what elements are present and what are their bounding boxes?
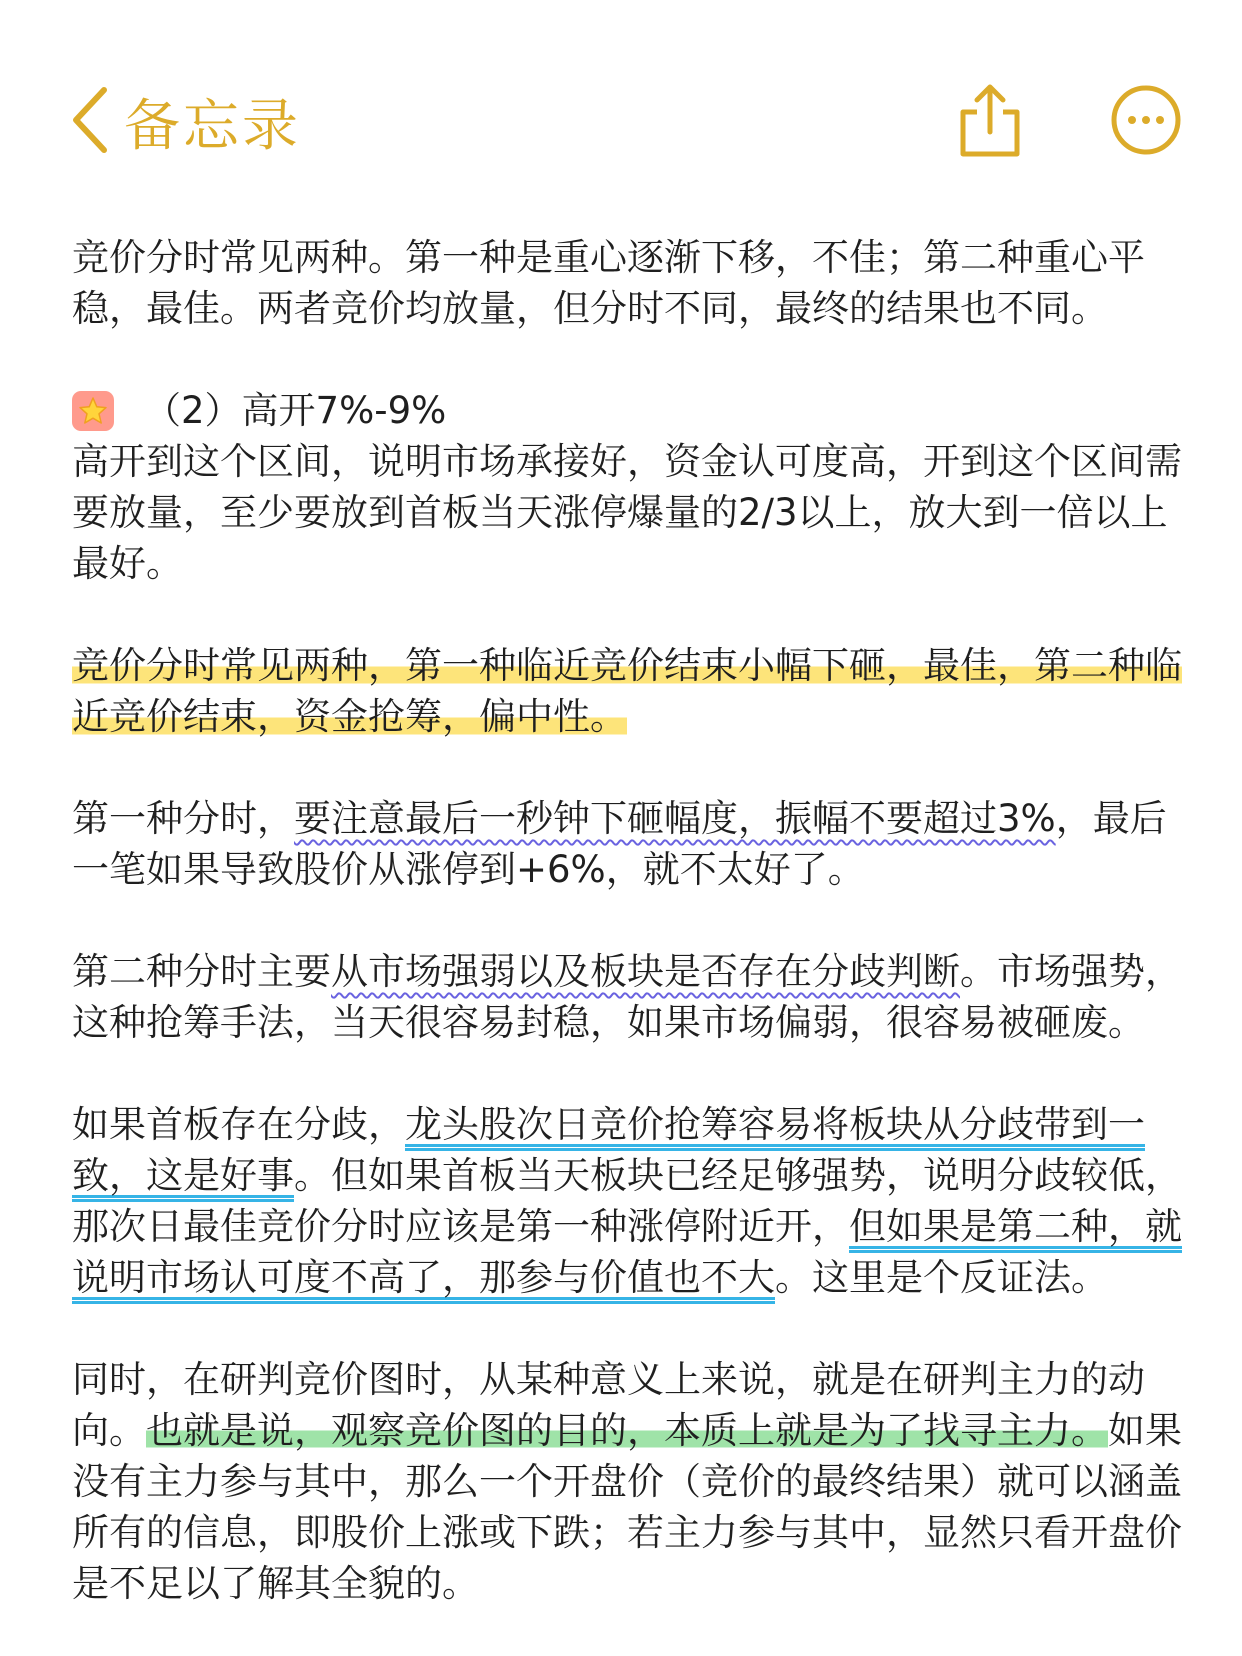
more-button[interactable] — [1110, 84, 1182, 156]
paragraph-7 — [72, 1354, 1182, 1609]
note-body[interactable] — [72, 232, 1182, 1609]
highlight-green: 也就是说，观察竞价图的目的，本质上就是为了找寻主力。 — [146, 1409, 1108, 1452]
paragraph-5 — [72, 946, 1182, 1048]
text-run: 第二种分时主要 — [72, 950, 331, 993]
back-button[interactable] — [70, 82, 301, 162]
text-run: 如果没有主力参与其中，那么一个开盘价（竞价的最终结果）就可以涵盖所有的信息，即股价上涨或下跌；若主力参与其中，显然只看开盘价是不足以了解其全貌的。 — [72, 1409, 1182, 1605]
more-icon — [1110, 141, 1182, 160]
text-run: ，最后一笔如果导致股价从涨停到+6%，就不太好了。 — [72, 797, 1167, 891]
chevron-left-icon — [70, 86, 110, 158]
paragraph-6 — [72, 1099, 1182, 1303]
wavy-underline-text: 要注意最后一秒钟下砸幅度，振幅不要超过3% — [294, 797, 1056, 840]
text-run: 如果首板存在分歧， — [72, 1103, 405, 1146]
paragraph-3 — [72, 640, 1182, 742]
paragraph-1: 竞价分时常见两种。第一种是重心逐渐下移，不佳；第二种重心平稳，最佳。两者竞价均放量，但分时不同，最终的结果也不同。 — [72, 236, 1145, 330]
share-button[interactable] — [955, 82, 1025, 160]
text-run: 。这里是个反证法。 — [775, 1256, 1108, 1299]
highlight-yellow: 竞价分时常见两种，第一种临近竞价结束小幅下砸，最佳，第二种临近竞价结束，资金抢筹，偏中性。 — [72, 644, 1182, 738]
double-underline-text: 龙头股次日竞价抢筹容易将板块从分歧带到一致，这是好事 — [72, 1103, 1145, 1197]
share-icon — [955, 145, 1025, 164]
text-run: 。市场强势，这种抢筹手法，当天很容易封稳，如果市场偏弱，很容易被砸废。 — [72, 950, 1182, 1044]
back-label: 备忘录 — [124, 94, 301, 159]
heading-text: （2）高开7%-9% — [144, 389, 447, 432]
navigation-bar — [0, 0, 1242, 200]
wavy-underline-text: 从市场强弱以及板块是否存在分歧判断 — [331, 950, 960, 993]
paragraph-4 — [72, 793, 1182, 895]
text-run: 同时，在研判竞价图时，从某种意义上来说，就是在研判主力的动向。 — [72, 1358, 1145, 1452]
double-underline-text: 但如果是第二种，就说明市场认可度不高了，那参与价值也不大 — [72, 1205, 1182, 1299]
text-run: 第一种分时， — [72, 797, 294, 840]
star-icon — [72, 391, 114, 431]
text-run: 。但如果首板当天板块已经足够强势，说明分歧较低，那次日最佳竞价分时应该是第一种涨停附近开， — [72, 1154, 1182, 1248]
paragraph-2: 高开到这个区间，说明市场承接好，资金认可度高，开到这个区间需要放量，至少要放到首板当天涨停爆量的2/3以上，放大到一倍以上最好。 — [72, 440, 1182, 585]
section-heading — [72, 385, 1182, 436]
